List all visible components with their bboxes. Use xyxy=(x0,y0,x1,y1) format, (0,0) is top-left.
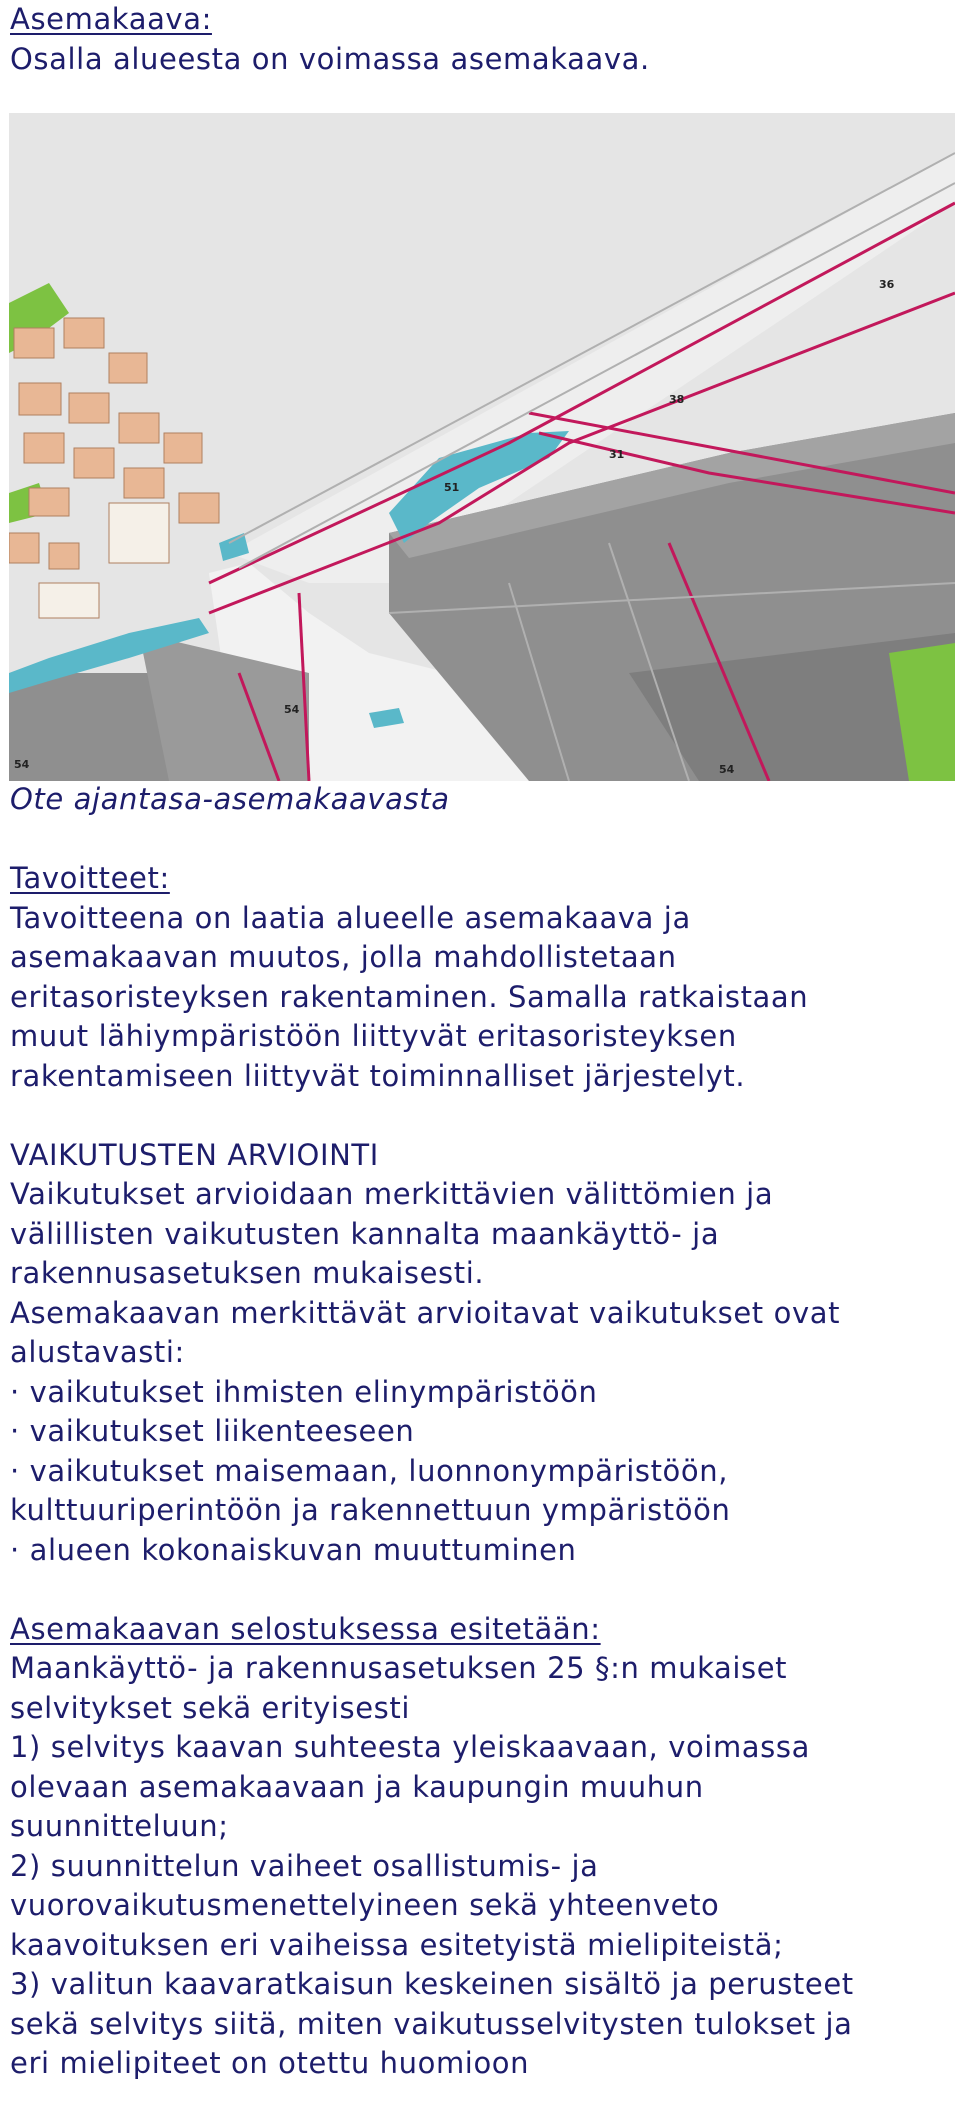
list-item: · alueen kokonaiskuvan muuttuminen xyxy=(10,1532,577,1567)
zoning-status-text: Osalla alueesta on voimassa asemakaava. xyxy=(10,41,650,76)
zoning-heading: Asemakaava: xyxy=(10,2,212,36)
map-label-54-a: 54 xyxy=(284,703,300,716)
list-item: · vaikutukset ihmisten elinympäristöön xyxy=(10,1374,598,1409)
map-label-38: 38 xyxy=(669,393,685,406)
map-label-51: 51 xyxy=(444,481,460,494)
report-heading: Asemakaavan selostuksessa esitetään: xyxy=(10,1611,601,1646)
report-text: Maankäyttö- ja rakennusasetuksen 25 §:n mukaiset selvitykset sekä erityisesti 1) selvitys kaavan suhteesta yleiskaavaan, voimassa olevaan asemakaavaan ja kaupungin muuhun suunnitteluun; 2) suunnittelun vaiheet osallistumis- ja vuorovaikutusmenettelyineen sekä yhteenveto kaavoituksen eri vaiheissa esitetyistä mielipiteistä; 3) valitun kaavaratkaisun keskeinen sisältö ja perusteet sekä selvitys siitä, miten vaikutusselvitysten tulokset ja eri mielipiteet on otettu huomioon xyxy=(10,1651,854,2080)
impacts-text: Vaikutukset arvioidaan merkittävien välittömien ja välillisten vaikutusten kannalta maankäyttö- ja rakennusasetuksen mukaisesti. Asemakaavan merkittävät arvioitavat vaikutukset ovat alustavasti: · vaikutukset ihmisten elinympäristöön · vaikutukset liikenteeseen · vaikutukset maisemaan, luonnonympäristöön, kulttuuriperintöön ja rakennettuun ympäristöön · alueen kokonaiskuvan muuttuminen xyxy=(10,1175,950,1570)
map-label-31: 31 xyxy=(609,448,625,461)
list-item: · vaikutukset maisemaan, luonnonympäristöön, xyxy=(10,1453,729,1488)
list-item: · vaikutukset liikenteeseen xyxy=(10,1414,415,1448)
map-label-54-b: 54 xyxy=(719,763,735,776)
map-caption: Ote ajantasa-asemakaavasta xyxy=(10,782,450,816)
zoning-map xyxy=(9,113,955,781)
body-text xyxy=(10,780,950,2084)
map-label-54-c: 54 xyxy=(14,758,30,771)
impacts-heading: VAIKUTUSTEN ARVIOINTI xyxy=(10,1137,379,1172)
goals-text: Tavoitteena on laatia alueelle asemakaava ja asemakaavan muutos, jolla mahdollistetaan eritasoristeyksen rakentaminen. Samalla ratkaistaan muut lähiympäristöön liittyvät eritasoristeyksen rakentamiseen liittyvät toiminnalliset järjestelyt. xyxy=(10,900,809,1093)
goals-heading: Tavoitteet: xyxy=(10,861,170,895)
map-label-36: 36 xyxy=(879,278,895,291)
